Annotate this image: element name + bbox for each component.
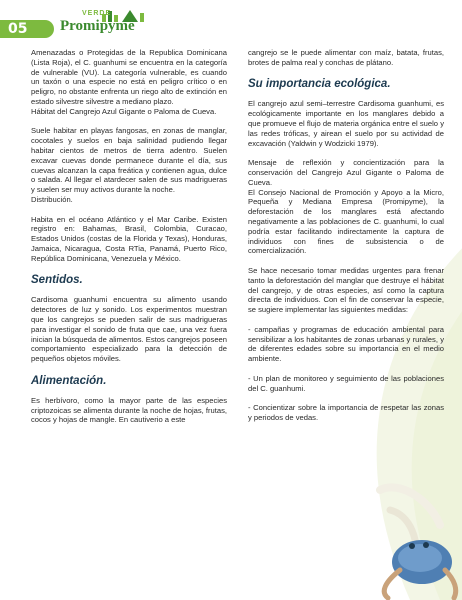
promipyme-logo bbox=[60, 8, 150, 38]
section-heading-importancia: Su importancia ecológica. bbox=[248, 78, 391, 91]
logo-wordmark: Promipyme bbox=[60, 18, 135, 34]
paragraph: Amenazadas o Protegidas de la Republica Dominicana (Lista Roja), el C. guanhumi se encuentra en la categoría de vulnerable (VU). La categoría vulnerable, es cuando un taxón o una especie no está en peligro crítico o en peligro, no obstante enfrenta un riego alto de extinción en estado silvestre silvestre a mediano plazo. bbox=[31, 48, 227, 106]
page-header bbox=[0, 0, 462, 36]
paragraph: Mensaje de reflexión y concientización para la conservación del Cangrejo Azul Gigante o Paloma de Cueva. bbox=[248, 158, 444, 187]
right-column bbox=[248, 48, 444, 432]
section-heading-alimentacion: Alimentación. bbox=[31, 374, 107, 387]
blue-crab-illustration bbox=[360, 470, 462, 600]
paragraph: El cangrejo azul semi–terrestre Cardisoma guanhumi, es ecológicamente importante en los manglares debido a que promueve el flujo de materia orgánica entre el suelo y las redes tróficas, y airean el suelo por su actividad de excavación (Yaldwin y Wodzicki 1979). bbox=[248, 99, 444, 148]
bullet-item: - Concientizar sobre la importancia de respetar las zonas y periodos de vedas. bbox=[248, 403, 444, 422]
paragraph: Habita en el océano Atlántico y el Mar Caribe. Existen registro en: Bahamas, Brasil, Colombia, Curacao, Estados Unidos (costas de la Florida y Texas), Honduras, Jamaica, Nicaragua, Costa RTia, Panamá, Puerto Rico, República Dominicana, Venezuela y México. bbox=[31, 214, 227, 263]
paragraph: El Consejo Nacional de Promoción y Apoyo a la Micro, Pequeña y Mediana Empresa (Promipyme), la deforestación de los manglares está afectando negativamente a las poblaciones de C. guanhumi, lo cual podría estar facilitando indirectamente la captura de individuos con fines de subsistencia o de comercialización. bbox=[248, 187, 444, 256]
bullet-item: - campañas y programas de educación ambiental para sensibilizar a los habitantes de zonas urbanas y rurales, y de diferentes edades sobre su importancia en el medio ambiente. bbox=[248, 324, 444, 364]
paragraph: Distribución. bbox=[31, 194, 73, 204]
paragraph: Es herbívoro, como la mayor parte de las especies criptozoicas se alimenta durante la noche de hojas, frutas, cocos y hojas de mangle. En cautiverio a este bbox=[31, 395, 227, 425]
paragraph: Se hace necesario tomar medidas urgentes para frenar tanto la deforestación del manglar que destruye el hábitat del cangrejo, y de otras especies, así como la captura directa de individuos. Con el fin de conservar la especie, se sugiere implementar las siguientes medidas: bbox=[248, 265, 444, 315]
paragraph: cangrejo se le puede alimentar con maíz, batata, frutas, brotes de palma real y conchas de plátano. bbox=[248, 48, 444, 67]
page-number-tab: 05 bbox=[0, 20, 54, 38]
bullet-item: - Un plan de monitoreo y seguimiento de las poblaciones del C. guanhumi. bbox=[248, 373, 444, 393]
paragraph: Suele habitar en playas fangosas, en zonas de manglar, cocotales y suelos en baja salinidad pudiendo llegar habitar cientos de metros de tierra adentro. Suelen excavar cuevas donde permanece durante el día, sus cuevas alcanzan la capa freática y contienen agua, dulce o salada. Al llegar el atardecer salen de sus madrigueras y suelen ser muy activos durante la noche. bbox=[31, 126, 227, 195]
paragraph: Hábitat del Cangrejo Azul Gigante o Paloma de Cueva. bbox=[31, 106, 217, 116]
left-column bbox=[31, 48, 227, 435]
logo-tagline: VERDE bbox=[82, 10, 112, 17]
section-heading-sentidos: Sentidos. bbox=[31, 274, 83, 287]
paragraph: Cardisoma guanhumi encuentra su alimento usando detectores de luz y sonido. Los experimentos muestran que los cangrejos se pueden salir de sus madrigueras para investigar el sonido de fruta que cae, una vez fuera inician la búsqueda de alimentos. Estos cangrejos poseen comportamiento especializado para la detección de pequeños objetos móviles. bbox=[31, 295, 227, 364]
